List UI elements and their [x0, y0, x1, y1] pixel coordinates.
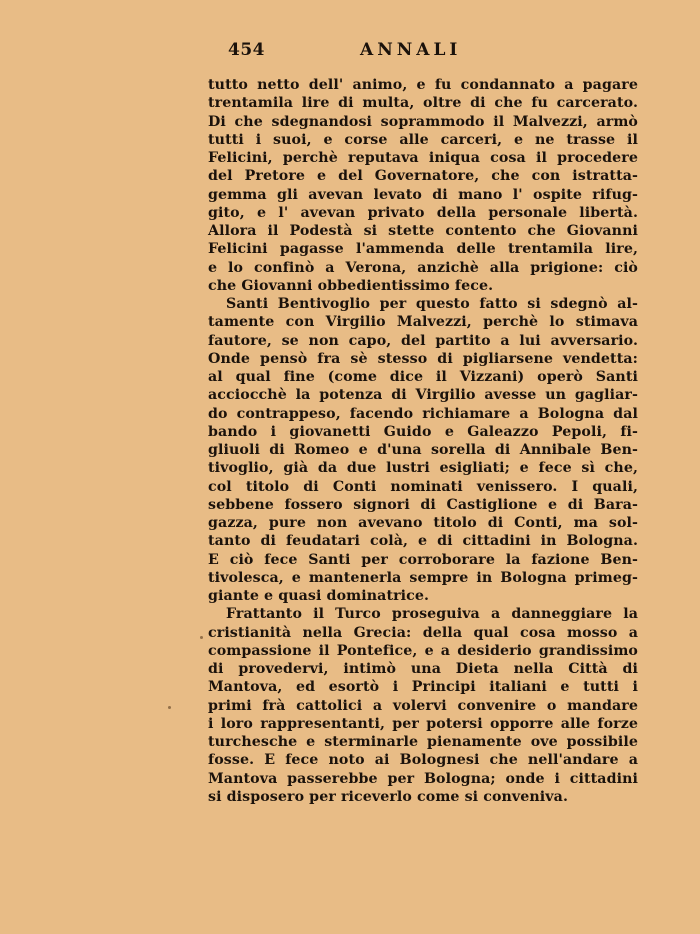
ink-speck	[200, 636, 203, 639]
text-line: tanto di feudatari colà, e di cittadini in Bologna.	[208, 533, 638, 550]
text-line: turchesche e sterminarle pienamente ove possibile	[208, 734, 638, 750]
text-line: sebbene fossero signori di Castiglione e di Bara-	[208, 496, 638, 513]
paragraph	[208, 76, 638, 295]
text-line: tutto netto dell' animo, e fu condannato a pagare	[208, 77, 638, 93]
text-line: giante e quasi dominatrice.	[208, 588, 430, 604]
text-line: primi frà cattolici a volervi convenire o mandare	[208, 697, 638, 714]
text-line: che Giovanni obbedientissimo fece.	[208, 277, 494, 294]
text-line: compassione il Pontefice, e a desiderio grandissimo	[208, 642, 638, 659]
text-line: fautore, se non capo, del partito a lui avversario.	[208, 332, 638, 349]
text-line: Felicini pagasse l'ammenda delle trentamila lire,	[208, 241, 638, 258]
text-line: gito, e l' avevan privato della personale libertà.	[208, 204, 638, 221]
text-line: bando i giovanetti Guido e Galeazzo Pepoli, fi-	[208, 423, 638, 440]
text-line: di provedervi, intimò una Dieta nella Città di	[208, 661, 638, 677]
text-line: fosse. E fece noto ai Bolognesi che nell'andare a	[208, 752, 638, 769]
paragraph	[208, 295, 638, 605]
text-line: tivoglio, già da due lustri esigliati; e fece sì che,	[208, 460, 638, 477]
text-line: del Pretore e del Governatore, che con istratta-	[208, 168, 638, 185]
page-header	[228, 40, 648, 68]
text-line: tamente con Virgilio Malvezzi, perchè lo stimava	[208, 314, 638, 331]
ink-speck	[168, 706, 171, 709]
text-line: E ciò fece Santi per corroborare la fazione Ben-	[208, 551, 638, 568]
text-line: e lo confinò a Verona, anzichè alla prigione: ciò	[208, 259, 638, 276]
text-line: Di che sdegnandosi soprammodo il Malvezzi, armò	[208, 113, 638, 130]
body-text	[208, 76, 638, 806]
text-line: Mantova passerebbe per Bologna; onde i cittadini	[208, 770, 638, 787]
text-line: Santi Bentivoglio per questo fatto si sdegnò al-	[226, 296, 638, 312]
text-line: cristianità nella Grecia: della qual cosa mosso a	[208, 624, 638, 641]
text-line: gliuoli di Romeo e d'una sorella di Annibale Ben-	[208, 442, 638, 458]
text-line: al qual fine (come dice il Vizzani) operò Santi	[208, 369, 638, 385]
text-line: Felicini, perchè reputava iniqua cosa il procedere	[208, 150, 638, 166]
text-line: do contrappeso, facendo richiamare a Bologna dal	[208, 405, 638, 422]
text-line: trentamila lire di multa, oltre di che fu carcerato.	[208, 95, 638, 112]
text-line: Mantova, ed esortò i Principi italiani e tutti i	[208, 679, 638, 696]
text-line: tivolesca, e mantenerla sempre in Bologna primeg-	[208, 569, 638, 586]
text-line: gazza, pure non avevano titolo di Conti, ma sol-	[208, 515, 638, 531]
paragraph	[208, 605, 638, 806]
running-head: ANNALI	[360, 40, 462, 60]
text-line: Onde pensò fra sè stesso di pigliarsene vendetta:	[208, 350, 638, 367]
text-line: col titolo di Conti nominati venissero. I quali,	[208, 478, 638, 495]
text-line: Allora il Podestà si stette contento che Giovanni	[208, 223, 638, 239]
text-line: tutti i suoi, e corse alle carceri, e ne trasse il	[208, 131, 638, 148]
text-line: i loro rappresentanti, per potersi opporre alle forze	[208, 715, 638, 732]
text-line: si disposero per riceverlo come si conveniva.	[208, 788, 568, 805]
text-line: Frattanto il Turco proseguiva a danneggiare la	[226, 606, 638, 623]
text-line: gemma gli avevan levato di mano l' ospite rifug-	[208, 186, 638, 203]
page-number: 454	[228, 40, 265, 60]
text-line: acciocchè la potenza di Virgilio avesse un gagliar-	[208, 387, 638, 404]
